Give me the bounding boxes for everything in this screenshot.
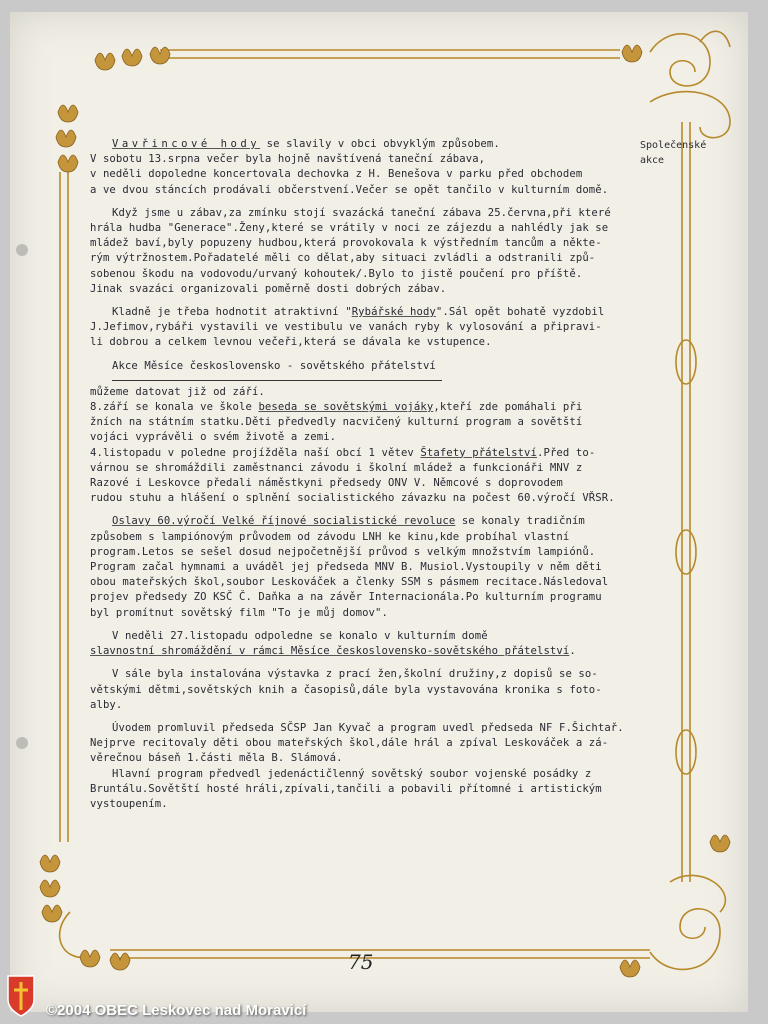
paragraph-zabavy: Když jsme u zábav,za zmínku stojí svazácká taneční zábava 25.června,při které hrála hudba "Generace".Ženy,které se vrátily v noci ze zájezdu a nahlédly jak se mládež baví,byly popuzeny hudbou,která provokovala k výstředním tancům a někte- rým výtržnostem.Pořadatelé měli co dělat,aby situaci zvládli a odstranili způ- sobenou škodu na vodovodu/urvaný kohoutek/.Bylo to jistě poučení pro příště. Jinak svazáci organizovali poměrně dosti dobrých zábav. — [90, 206, 611, 295]
nedele-title: slavnostní shromáždění v rámci Měsíce československo-sovětského přátelství — [90, 645, 570, 658]
mesic-pre: 8.září se konala ve škole — [90, 401, 259, 414]
nedele-pre: V neděli 27.listopadu odpoledne se konalo v kulturním domě — [112, 629, 488, 642]
paragraph-rybarske — [90, 305, 650, 351]
rybarske-pre: Kladně je třeba hodnotit atraktivní " — [112, 306, 352, 319]
section-heading: Akce Měsíce československo - sovětského přátelství — [112, 359, 436, 372]
hody-title: Vavřincové hody — [112, 138, 261, 150]
paragraph-program: Hlavní program předvedl jedenáctičlenný sovětský soubor vojenské posádky z Bruntálu.Sovětští hosté hráli,zpívali,tančili a pobavili přítomné i artistickým vystoupením. — [90, 767, 602, 810]
margin-note: Společenské akce — [640, 140, 707, 166]
coat-of-arms-icon — [6, 974, 36, 1018]
paragraph-vystavka: V sále byla instalována výstavka z prací žen,školní družiny,z dopisů se so- větskými dětmi,sovětských knih a časopisů,dále byla vystavována kronika s foto- alby. — [90, 668, 602, 711]
hody-text: se slavily v obci obvyklým způsobem. V sobotu 13.srpna večer byla hojně navštívená taneční zábava, v neděli dopoledne koncertovala dechovka z H. Benešova v parku před obchodem a ve dvou stáncích prodávali občerstvení.Večer se opět tančilo v kulturním domě. — [90, 138, 609, 196]
paragraph-nedele — [90, 629, 650, 659]
document-body — [90, 137, 650, 820]
stafeta-title: Štafety přátelství — [420, 446, 537, 459]
oslavy-title: Oslavy 60.výročí Velké říjnové socialistické revoluce — [112, 515, 456, 528]
nedele-post: . — [569, 645, 576, 658]
rybarske-post: ".Sál opět bohatě vyzdobil J.Jefimov,rybáři vystavili ve vestibulu ve vanách ryby k vylosování a připravi- li dobrou a celkem levnou večeři,která se dávala ke vstupence. — [90, 306, 605, 349]
watermark-text: ©2004 OBEC Leskovec nad Moravicí — [46, 1002, 307, 1019]
paragraph-mesic — [90, 385, 650, 507]
page-number: 75 — [348, 950, 374, 974]
paragraph-uvod: Úvodem promluvil předseda SČSP Jan Kyvač a program uvedl předseda NF F.Šichtař. Nejprve recitovaly děti obou mateřských škol,dále hrál a zpíval Leskováček a zá- věrečnou báseň 1.části měla B. Slámová. — [90, 721, 624, 765]
oslavy-text: se konaly tradičním způsobem s lampiónovým průvodem od závodu LNH ke kinu,kde probíhal vlastní program.Letos se sešel dosud nejpočetnější průvod s velkým množstvím lampiónů. Program začal hymnami a uváděl jej předseda MNV B. Musiol.Vystoupily v něm děti obou mateřských škol,soubor Leskováček a členky SSM s pásmem recitace.Následoval projev předsedy ZO KSČ Č. Daňka a na závěr Internacionála.Po kulturním programu byl promítnut sovětský film "To je můj domov". — [90, 515, 609, 619]
paragraph-oslavy — [90, 514, 650, 620]
mesic-post: ,kteří zde pomáhali při žních na státním statku.Děti předvedly nacvičený kulturní program a sovětští vojáci vyprávěli o svém životě a zemi. — [90, 401, 583, 444]
stafeta-post: .Před to- várnou se shromáždili zaměstnanci závodu i školní mládež a funkcionáři MNV z Razové i Leskovce předali náměstkyni předsedy ONV V. Němcové s doprovodem rudou stuhu a hlášení o splnění socialistického závazku na počest 60.výročí VŘSR. — [90, 446, 615, 505]
paragraph-hody — [90, 137, 650, 198]
beseda-link: beseda se sovětskými vojáky — [258, 401, 434, 414]
rybarske-title: Rybářské hody — [351, 306, 436, 319]
heading-underline — [112, 380, 442, 381]
stafeta-pre: 4.listopadu v poledne projížděla naší obcí 1 větev — [90, 446, 421, 459]
mesic-line1: můžeme datovat již od září. — [90, 385, 265, 398]
watermark-bar — [0, 996, 768, 1024]
